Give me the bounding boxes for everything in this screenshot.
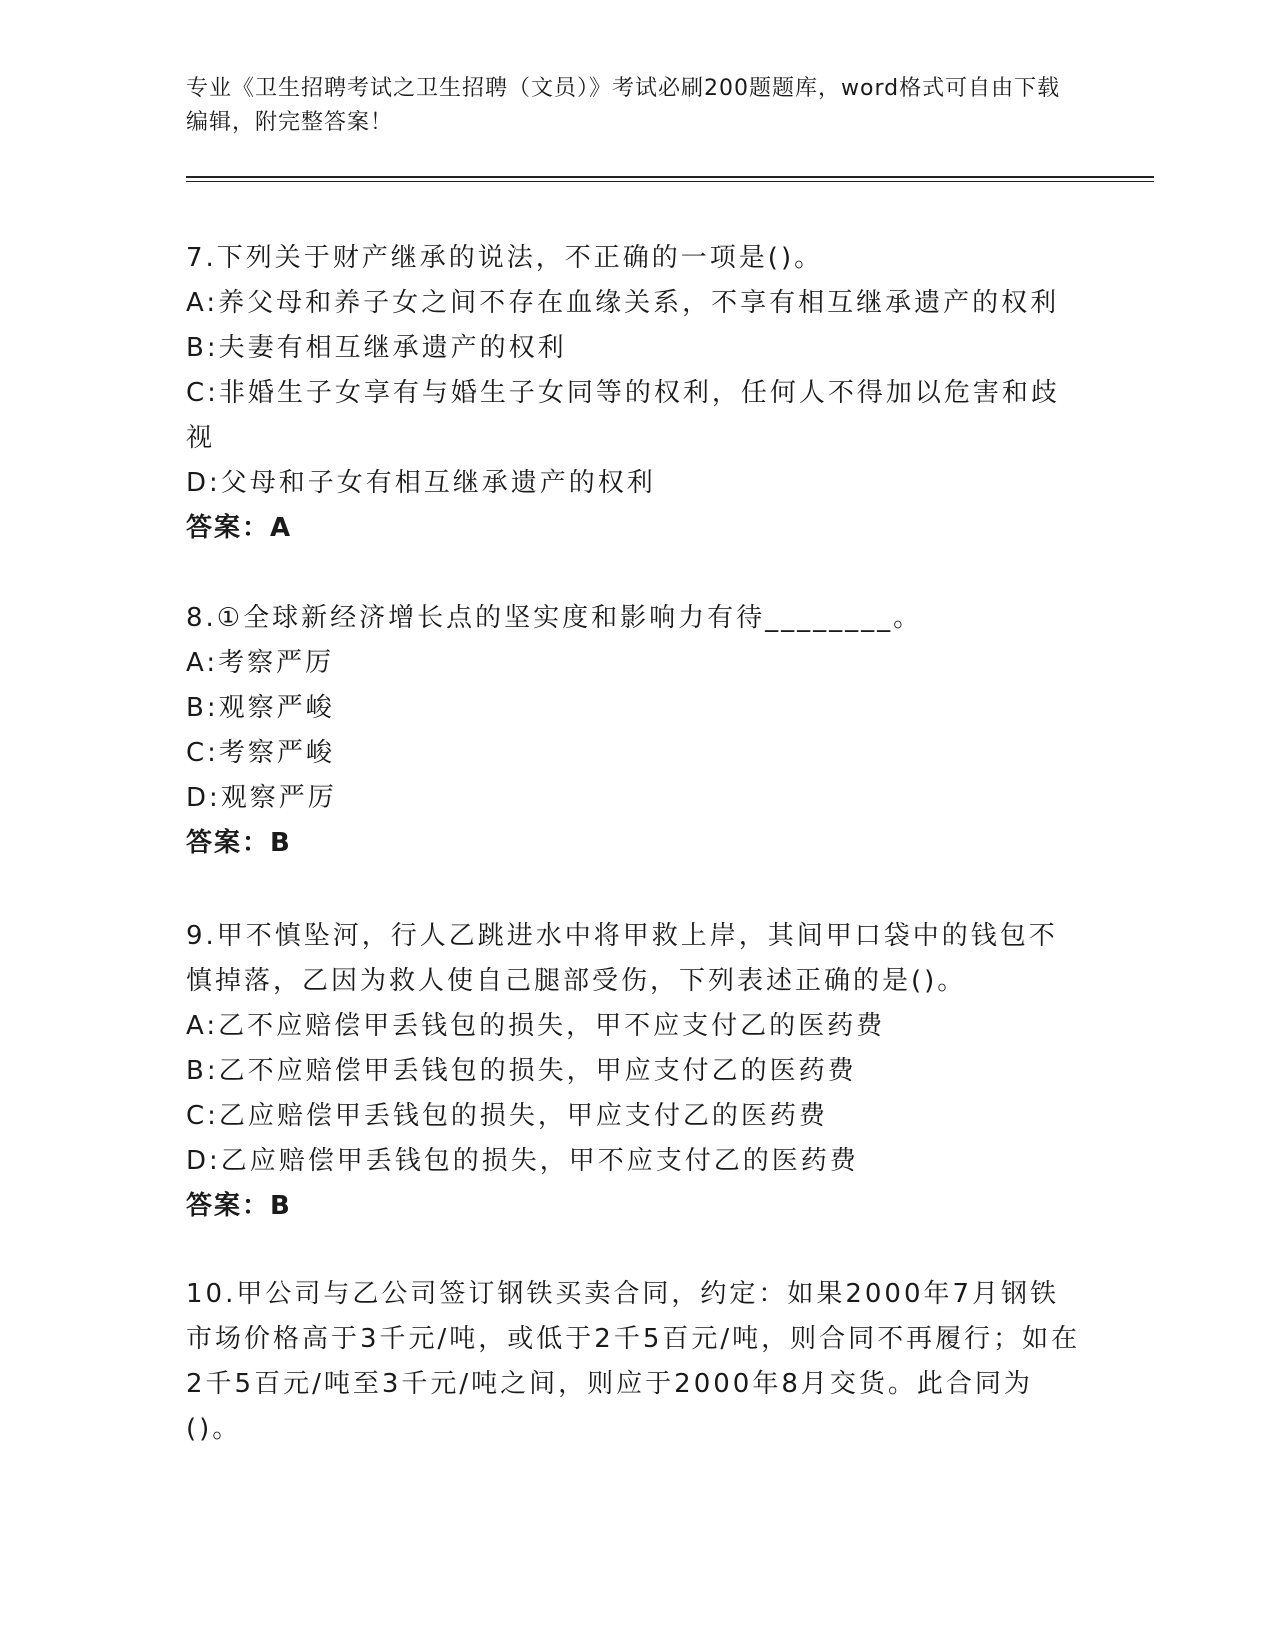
option-d: D:父母和子女有相互继承遗产的权利 xyxy=(186,468,656,498)
question-7 xyxy=(186,236,1086,551)
question-10 xyxy=(186,1272,1086,1452)
question-stem: 7.下列关于财产继承的说法，不正确的一项是()。 xyxy=(186,243,824,273)
answer-label: 答案：B xyxy=(186,828,292,858)
answer-label: 答案：A xyxy=(186,513,293,543)
question-stem: 8.①全球新经济增长点的坚实度和影响力有待________。 xyxy=(186,603,923,633)
option-c: C:非婚生子女享有与婚生子女同等的权利，任何人不得加以危害和歧视 xyxy=(186,378,1060,453)
option-a: A:考察严厉 xyxy=(186,648,335,678)
question-stem: 10.甲公司与乙公司签订钢铁买卖合同，约定：如果2000年7月钢铁市场价格高于3千元/吨，或低于2千5百元/吨，则合同不再履行；如在2千5百元/吨至3千元/吨之间，则应于2000年8月交货。此合同为()。 xyxy=(186,1279,1081,1444)
option-c: C:乙应赔偿甲丢钱包的损失，甲应支付乙的医药费 xyxy=(186,1101,828,1131)
option-d: D:观察严厉 xyxy=(186,783,337,813)
answer-label: 答案：B xyxy=(186,1191,292,1221)
option-d: D:乙应赔偿甲丢钱包的损失，甲不应支付乙的医药费 xyxy=(186,1146,859,1176)
option-b: B:观察严峻 xyxy=(186,693,335,723)
header-divider-thin xyxy=(186,181,1154,182)
header-text: 专业《卫生招聘考试之卫生招聘（文员）》考试必刷200题题库，word格式可自由下载编辑，附完整答案！ xyxy=(186,76,1061,135)
option-a: A:养父母和养子女之间不存在血缘关系，不享有相互继承遗产的权利 xyxy=(186,288,1060,318)
question-9 xyxy=(186,914,1086,1229)
option-a: A:乙不应赔偿甲丢钱包的损失，甲不应支付乙的医药费 xyxy=(186,1011,886,1041)
option-b: B:夫妻有相互继承遗产的权利 xyxy=(186,333,567,363)
header-divider-thick xyxy=(186,176,1154,178)
option-c: C:考察严峻 xyxy=(186,738,335,768)
option-b: B:乙不应赔偿甲丢钱包的损失，甲应支付乙的医药费 xyxy=(186,1056,857,1086)
question-stem: 9.甲不慎坠河，行人乙跳进水中将甲救上岸，其间甲口袋中的钱包不慎掉落，乙因为救人使自己腿部受伤，下列表述正确的是()。 xyxy=(186,921,1058,996)
document-header xyxy=(186,72,1066,140)
question-8 xyxy=(186,596,1086,866)
